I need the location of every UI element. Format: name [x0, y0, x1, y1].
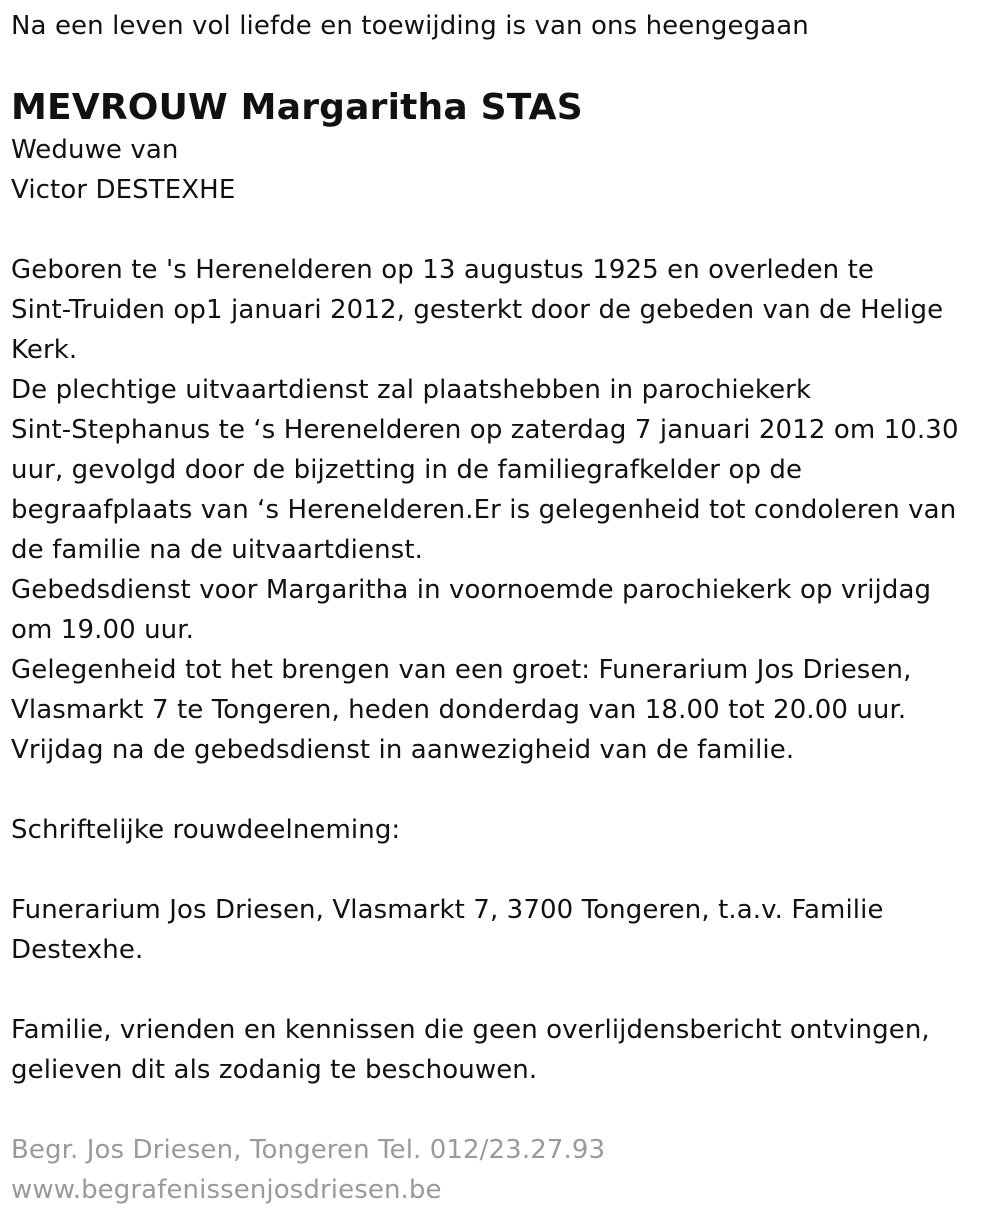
spacer [11, 1090, 1000, 1130]
condolence-heading: Schriftelijke rouwdeelneming: [11, 815, 401, 845]
address-line: Destexhe. [11, 935, 144, 965]
undertaker-contact: Begr. Jos Driesen, Tongeren Tel. 012/23.27.93 [11, 1135, 606, 1165]
body-line: Kerk. [11, 335, 78, 365]
deceased-name: MEVROUW Margaritha STAS [11, 87, 583, 128]
spacer [11, 770, 1000, 810]
relation-text: Weduwe van [11, 135, 179, 165]
body-line: Gebedsdienst voor Margaritha in voornoemde parochiekerk op vrijdag [11, 575, 932, 605]
body-line: begraafplaats van ‘s Herenelderen.Er is gelegenheid tot condoleren van [11, 495, 957, 525]
body-text [11, 250, 1000, 770]
body-line: Gelegenheid tot het brengen van een groet: Funerarium Jos Driesen, [11, 655, 912, 685]
notice-line: gelieven dit als zodanig te beschouwen. [11, 1055, 538, 1085]
body-line: Sint-Truiden op1 januari 2012, gesterkt door de gebeden van de Helige [11, 295, 944, 325]
body-line: om 19.00 uur. [11, 615, 195, 645]
undertaker-website: www.begrafenissenjosdriesen.be [11, 1175, 442, 1205]
spacer [11, 970, 1000, 1010]
notice-line: Familie, vrienden en kennissen die geen overlijdensbericht ontvingen, [11, 1015, 930, 1045]
body-line: Geboren te 's Herenelderen op 13 augustus 1925 en overleden te [11, 255, 874, 285]
condolence-address [11, 890, 1000, 970]
body-line: De plechtige uitvaartdienst zal plaatshebben in parochiekerk [11, 375, 812, 405]
notice-text [11, 1010, 1000, 1090]
body-line: uur, gevolgd door de bijzetting in de familiegrafkelder op de [11, 455, 803, 485]
footer [11, 1130, 1000, 1210]
body-line: de familie na de uitvaartdienst. [11, 535, 423, 565]
body-line: Vlasmarkt 7 te Tongeren, heden donderdag van 18.00 tot 20.00 uur. [11, 695, 907, 725]
body-line: Vrijdag na de gebedsdienst in aanwezigheid van de familie. [11, 735, 795, 765]
intro-text: Na een leven vol liefde en toewijding is van ons heengegaan [11, 11, 809, 41]
spouse-name: Victor DESTEXHE [11, 175, 236, 205]
spacer [11, 210, 1000, 250]
spacer [11, 850, 1000, 890]
address-line: Funerarium Jos Driesen, Vlasmarkt 7, 3700 Tongeren, t.a.v. Familie [11, 895, 884, 925]
body-line: Sint-Stephanus te ‘s Herenelderen op zaterdag 7 januari 2012 om 10.30 [11, 415, 959, 445]
